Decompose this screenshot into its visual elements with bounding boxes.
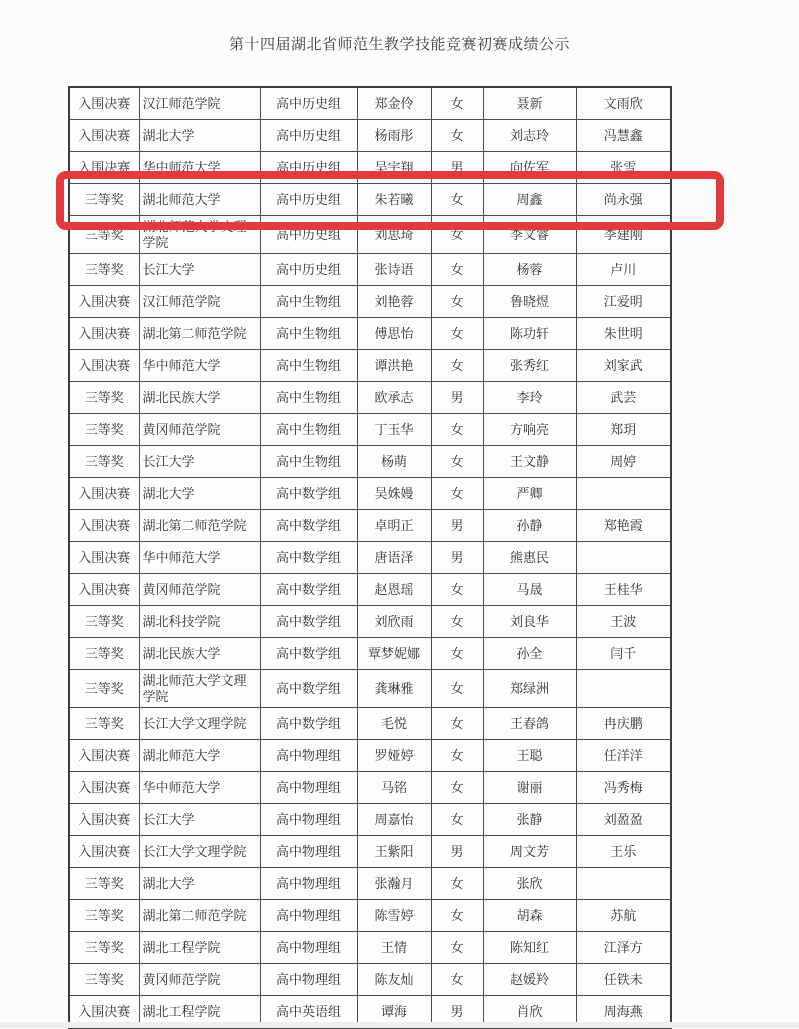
cell-award: 入围决赛: [69, 740, 139, 772]
cell-instructor2: [576, 868, 671, 900]
cell-group: 高中物理组: [260, 772, 357, 804]
table-row: [69, 478, 671, 510]
cell-student: 丁玉华: [357, 414, 431, 446]
cell-school: 湖北科技学院: [139, 606, 260, 638]
cell-instructor2: 冉庆鹏: [576, 708, 671, 740]
cell-gender: 男: [431, 152, 483, 184]
cell-student: 王情: [357, 932, 431, 964]
cell-student: 马铭: [357, 772, 431, 804]
cell-instructor2: 王桂华: [576, 574, 671, 606]
cell-gender: 男: [431, 836, 483, 868]
cell-gender: 女: [431, 708, 483, 740]
cell-award: 入围决赛: [69, 574, 139, 606]
cell-award: 入围决赛: [69, 318, 139, 350]
table-row: [69, 286, 671, 318]
cell-group: 高中数学组: [260, 478, 357, 510]
cell-student: 傅思怡: [357, 318, 431, 350]
cell-instructor2: 闫千: [576, 638, 671, 670]
cell-student: 郑金伶: [357, 87, 431, 120]
cell-award: 三等奖: [69, 382, 139, 414]
cell-instructor2: 尚永强: [576, 184, 671, 216]
cell-group: 高中物理组: [260, 868, 357, 900]
cell-instructor2: 李建刚: [576, 216, 671, 254]
table-row: [69, 152, 671, 184]
table-row: [69, 318, 671, 350]
page-bottom-margin: [0, 1022, 799, 1028]
cell-instructor2: [576, 542, 671, 574]
cell-instructor1: 孙静: [483, 510, 576, 542]
cell-instructor2: 江爱明: [576, 286, 671, 318]
cell-school: 长江大学: [139, 804, 260, 836]
cell-instructor2: 苏航: [576, 900, 671, 932]
cell-instructor2: 朱世明: [576, 318, 671, 350]
cell-gender: 男: [431, 996, 483, 1029]
cell-instructor1: 赵媛羚: [483, 964, 576, 996]
cell-award: 入围决赛: [69, 286, 139, 318]
cell-group: 高中数学组: [260, 670, 357, 708]
cell-award: 三等奖: [69, 932, 139, 964]
cell-instructor1: 王聪: [483, 740, 576, 772]
cell-school: 湖北师范大学: [139, 184, 260, 216]
cell-school: 湖北大学: [139, 120, 260, 152]
cell-award: 三等奖: [69, 446, 139, 478]
cell-gender: 女: [431, 868, 483, 900]
cell-student: 覃梦妮娜: [357, 638, 431, 670]
cell-award: 入围决赛: [69, 152, 139, 184]
table-row: [69, 804, 671, 836]
table-row: [69, 708, 671, 740]
results-table-body: [69, 87, 671, 1028]
cell-gender: 女: [431, 478, 483, 510]
cell-instructor1: 周文芳: [483, 836, 576, 868]
cell-student: 龚琳雅: [357, 670, 431, 708]
table-row: [69, 510, 671, 542]
cell-instructor2: 刘盈盈: [576, 804, 671, 836]
cell-instructor2: 江泽方: [576, 932, 671, 964]
cell-gender: 女: [431, 87, 483, 120]
cell-group: 高中数学组: [260, 542, 357, 574]
cell-group: 高中物理组: [260, 900, 357, 932]
cell-instructor2: 冯慧鑫: [576, 120, 671, 152]
cell-school: 湖北师范大学: [139, 740, 260, 772]
cell-student: 吴姝嫚: [357, 478, 431, 510]
table-row: [69, 606, 671, 638]
cell-instructor2: 卢川: [576, 254, 671, 286]
cell-award: 三等奖: [69, 900, 139, 932]
table-row: [69, 382, 671, 414]
cell-instructor1: 孙全: [483, 638, 576, 670]
table-row: [69, 868, 671, 900]
cell-gender: 女: [431, 216, 483, 254]
cell-award: 入围决赛: [69, 996, 139, 1029]
cell-student: 毛悦: [357, 708, 431, 740]
cell-gender: 男: [431, 510, 483, 542]
cell-instructor1: 王文静: [483, 446, 576, 478]
table-row: [69, 254, 671, 286]
cell-school: 黄冈师范学院: [139, 414, 260, 446]
cell-award: 三等奖: [69, 254, 139, 286]
cell-student: 卓明正: [357, 510, 431, 542]
cell-award: 入围决赛: [69, 772, 139, 804]
table-row: [69, 184, 671, 216]
table-row: [69, 446, 671, 478]
table-row: [69, 964, 671, 996]
cell-instructor2: 王乐: [576, 836, 671, 868]
cell-student: 朱若曦: [357, 184, 431, 216]
cell-award: 入围决赛: [69, 836, 139, 868]
cell-gender: 女: [431, 286, 483, 318]
cell-student: 谭洪艳: [357, 350, 431, 382]
cell-school: 湖北第二师范学院: [139, 900, 260, 932]
cell-instructor2: 张雪: [576, 152, 671, 184]
cell-school: 华中师范大学: [139, 152, 260, 184]
cell-group: 高中数学组: [260, 574, 357, 606]
cell-award: 三等奖: [69, 708, 139, 740]
cell-instructor2: 王波: [576, 606, 671, 638]
cell-school: 华中师范大学: [139, 350, 260, 382]
cell-school: 湖北第二师范学院: [139, 318, 260, 350]
table-row: [69, 638, 671, 670]
cell-student: 张瀚月: [357, 868, 431, 900]
cell-gender: 女: [431, 804, 483, 836]
cell-instructor1: 肖欣: [483, 996, 576, 1029]
cell-instructor2: 周海燕: [576, 996, 671, 1029]
cell-instructor2: 刘家武: [576, 350, 671, 382]
cell-gender: 女: [431, 254, 483, 286]
cell-award: 三等奖: [69, 184, 139, 216]
cell-school: 湖北工程学院: [139, 996, 260, 1029]
cell-group: 高中物理组: [260, 740, 357, 772]
cell-group: 高中生物组: [260, 318, 357, 350]
cell-group: 高中数学组: [260, 708, 357, 740]
cell-instructor2: 周婷: [576, 446, 671, 478]
table-row: [69, 900, 671, 932]
table-row: [69, 216, 671, 254]
cell-group: 高中物理组: [260, 932, 357, 964]
cell-gender: 女: [431, 414, 483, 446]
cell-school: 湖北师范大学文理学院: [139, 670, 260, 708]
cell-group: 高中历史组: [260, 87, 357, 120]
page-title: 第十四届湖北省师范生教学技能竞赛初赛成绩公示: [228, 37, 570, 53]
cell-school: 汉江师范学院: [139, 286, 260, 318]
cell-instructor2: 任铁未: [576, 964, 671, 996]
cell-award: 三等奖: [69, 216, 139, 254]
cell-school: 湖北民族大学: [139, 638, 260, 670]
cell-group: 高中生物组: [260, 446, 357, 478]
cell-award: 三等奖: [69, 868, 139, 900]
cell-instructor2: 任洋洋: [576, 740, 671, 772]
cell-group: 高中历史组: [260, 184, 357, 216]
cell-instructor1: 陈功轩: [483, 318, 576, 350]
table-row: [69, 350, 671, 382]
cell-instructor1: 聂新: [483, 87, 576, 120]
cell-instructor1: 周鑫: [483, 184, 576, 216]
cell-award: 入围决赛: [69, 804, 139, 836]
cell-school: 湖北民族大学: [139, 382, 260, 414]
cell-student: 唐语泽: [357, 542, 431, 574]
cell-gender: 女: [431, 670, 483, 708]
cell-instructor1: 严卿: [483, 478, 576, 510]
cell-instructor2: 郑玥: [576, 414, 671, 446]
cell-instructor1: 胡森: [483, 900, 576, 932]
cell-student: 赵恩瑶: [357, 574, 431, 606]
cell-instructor1: 马晟: [483, 574, 576, 606]
cell-gender: 女: [431, 638, 483, 670]
cell-school: 湖北师范大学文理学院: [139, 216, 260, 254]
cell-group: 高中历史组: [260, 120, 357, 152]
cell-award: 三等奖: [69, 606, 139, 638]
cell-instructor1: 刘志玲: [483, 120, 576, 152]
cell-instructor1: 郑绿洲: [483, 670, 576, 708]
cell-instructor2: [576, 478, 671, 510]
cell-gender: 女: [431, 740, 483, 772]
table-row: [69, 574, 671, 606]
table-row: [69, 836, 671, 868]
cell-gender: 女: [431, 184, 483, 216]
cell-instructor1: 熊惠民: [483, 542, 576, 574]
cell-group: 高中物理组: [260, 804, 357, 836]
cell-award: 入围决赛: [69, 350, 139, 382]
cell-group: 高中生物组: [260, 350, 357, 382]
table-row: [69, 772, 671, 804]
cell-group: 高中历史组: [260, 216, 357, 254]
cell-student: 陈友灿: [357, 964, 431, 996]
cell-award: 入围决赛: [69, 542, 139, 574]
cell-instructor1: 张秀红: [483, 350, 576, 382]
cell-instructor1: 张静: [483, 804, 576, 836]
cell-group: 高中数学组: [260, 638, 357, 670]
cell-school: 长江大学文理学院: [139, 836, 260, 868]
cell-award: 入围决赛: [69, 478, 139, 510]
table-row: [69, 120, 671, 152]
cell-school: 湖北第二师范学院: [139, 510, 260, 542]
cell-group: 高中数学组: [260, 606, 357, 638]
cell-student: 张诗语: [357, 254, 431, 286]
cell-gender: 男: [431, 382, 483, 414]
cell-instructor1: 张欣: [483, 868, 576, 900]
cell-school: 湖北大学: [139, 868, 260, 900]
cell-instructor2: 文雨欣: [576, 87, 671, 120]
cell-award: 三等奖: [69, 638, 139, 670]
table-row: [69, 87, 671, 120]
cell-instructor1: 方响亮: [483, 414, 576, 446]
cell-student: 吴宇翔: [357, 152, 431, 184]
cell-instructor1: 李文睿: [483, 216, 576, 254]
cell-school: 汉江师范学院: [139, 87, 260, 120]
table-row: [69, 414, 671, 446]
table-row: [69, 932, 671, 964]
cell-gender: 女: [431, 606, 483, 638]
cell-gender: 女: [431, 964, 483, 996]
cell-group: 高中生物组: [260, 382, 357, 414]
cell-gender: 女: [431, 900, 483, 932]
table-row: [69, 740, 671, 772]
cell-instructor1: 王春鸽: [483, 708, 576, 740]
table-row: [69, 670, 671, 708]
cell-instructor2: 冯秀梅: [576, 772, 671, 804]
cell-instructor1: 刘良华: [483, 606, 576, 638]
cell-group: 高中物理组: [260, 836, 357, 868]
cell-gender: 女: [431, 574, 483, 606]
cell-award: 三等奖: [69, 964, 139, 996]
cell-group: 高中数学组: [260, 510, 357, 542]
cell-student: 周嘉怡: [357, 804, 431, 836]
cell-award: 入围决赛: [69, 87, 139, 120]
cell-award: 入围决赛: [69, 510, 139, 542]
table-row: [69, 542, 671, 574]
cell-student: 杨雨彤: [357, 120, 431, 152]
cell-school: 湖北大学: [139, 478, 260, 510]
cell-gender: 女: [431, 772, 483, 804]
cell-student: 刘艳蓉: [357, 286, 431, 318]
cell-school: 长江大学: [139, 446, 260, 478]
cell-gender: 女: [431, 446, 483, 478]
cell-school: 湖北工程学院: [139, 932, 260, 964]
cell-student: 杨萌: [357, 446, 431, 478]
cell-instructor1: 向佐军: [483, 152, 576, 184]
cell-instructor1: 鲁晓煜: [483, 286, 576, 318]
cell-instructor2: [576, 670, 671, 708]
cell-instructor1: 谢丽: [483, 772, 576, 804]
cell-student: 刘思琦: [357, 216, 431, 254]
cell-student: 陈雪婷: [357, 900, 431, 932]
cell-instructor1: 李玲: [483, 382, 576, 414]
cell-group: 高中英语组: [260, 996, 357, 1029]
cell-student: 刘欣雨: [357, 606, 431, 638]
cell-instructor1: 杨蓉: [483, 254, 576, 286]
cell-award: 三等奖: [69, 670, 139, 708]
cell-school: 黄冈师范学院: [139, 964, 260, 996]
cell-instructor2: 郑艳霞: [576, 510, 671, 542]
cell-group: 高中生物组: [260, 414, 357, 446]
cell-gender: 女: [431, 350, 483, 382]
cell-group: 高中物理组: [260, 964, 357, 996]
cell-gender: 男: [431, 542, 483, 574]
cell-instructor1: 陈知红: [483, 932, 576, 964]
cell-award: 入围决赛: [69, 120, 139, 152]
cell-student: 欧承志: [357, 382, 431, 414]
cell-student: 王紫阳: [357, 836, 431, 868]
cell-school: 黄冈师范学院: [139, 574, 260, 606]
cell-group: 高中生物组: [260, 286, 357, 318]
results-table: [68, 86, 672, 1029]
cell-school: 长江大学文理学院: [139, 708, 260, 740]
cell-gender: 女: [431, 318, 483, 350]
cell-group: 高中历史组: [260, 152, 357, 184]
cell-school: 华中师范大学: [139, 772, 260, 804]
cell-gender: 女: [431, 932, 483, 964]
cell-award: 三等奖: [69, 414, 139, 446]
cell-school: 长江大学: [139, 254, 260, 286]
cell-student: 谭海: [357, 996, 431, 1029]
cell-school: 华中师范大学: [139, 542, 260, 574]
cell-group: 高中历史组: [260, 254, 357, 286]
cell-instructor2: 武芸: [576, 382, 671, 414]
cell-student: 罗娅婷: [357, 740, 431, 772]
cell-gender: 女: [431, 120, 483, 152]
